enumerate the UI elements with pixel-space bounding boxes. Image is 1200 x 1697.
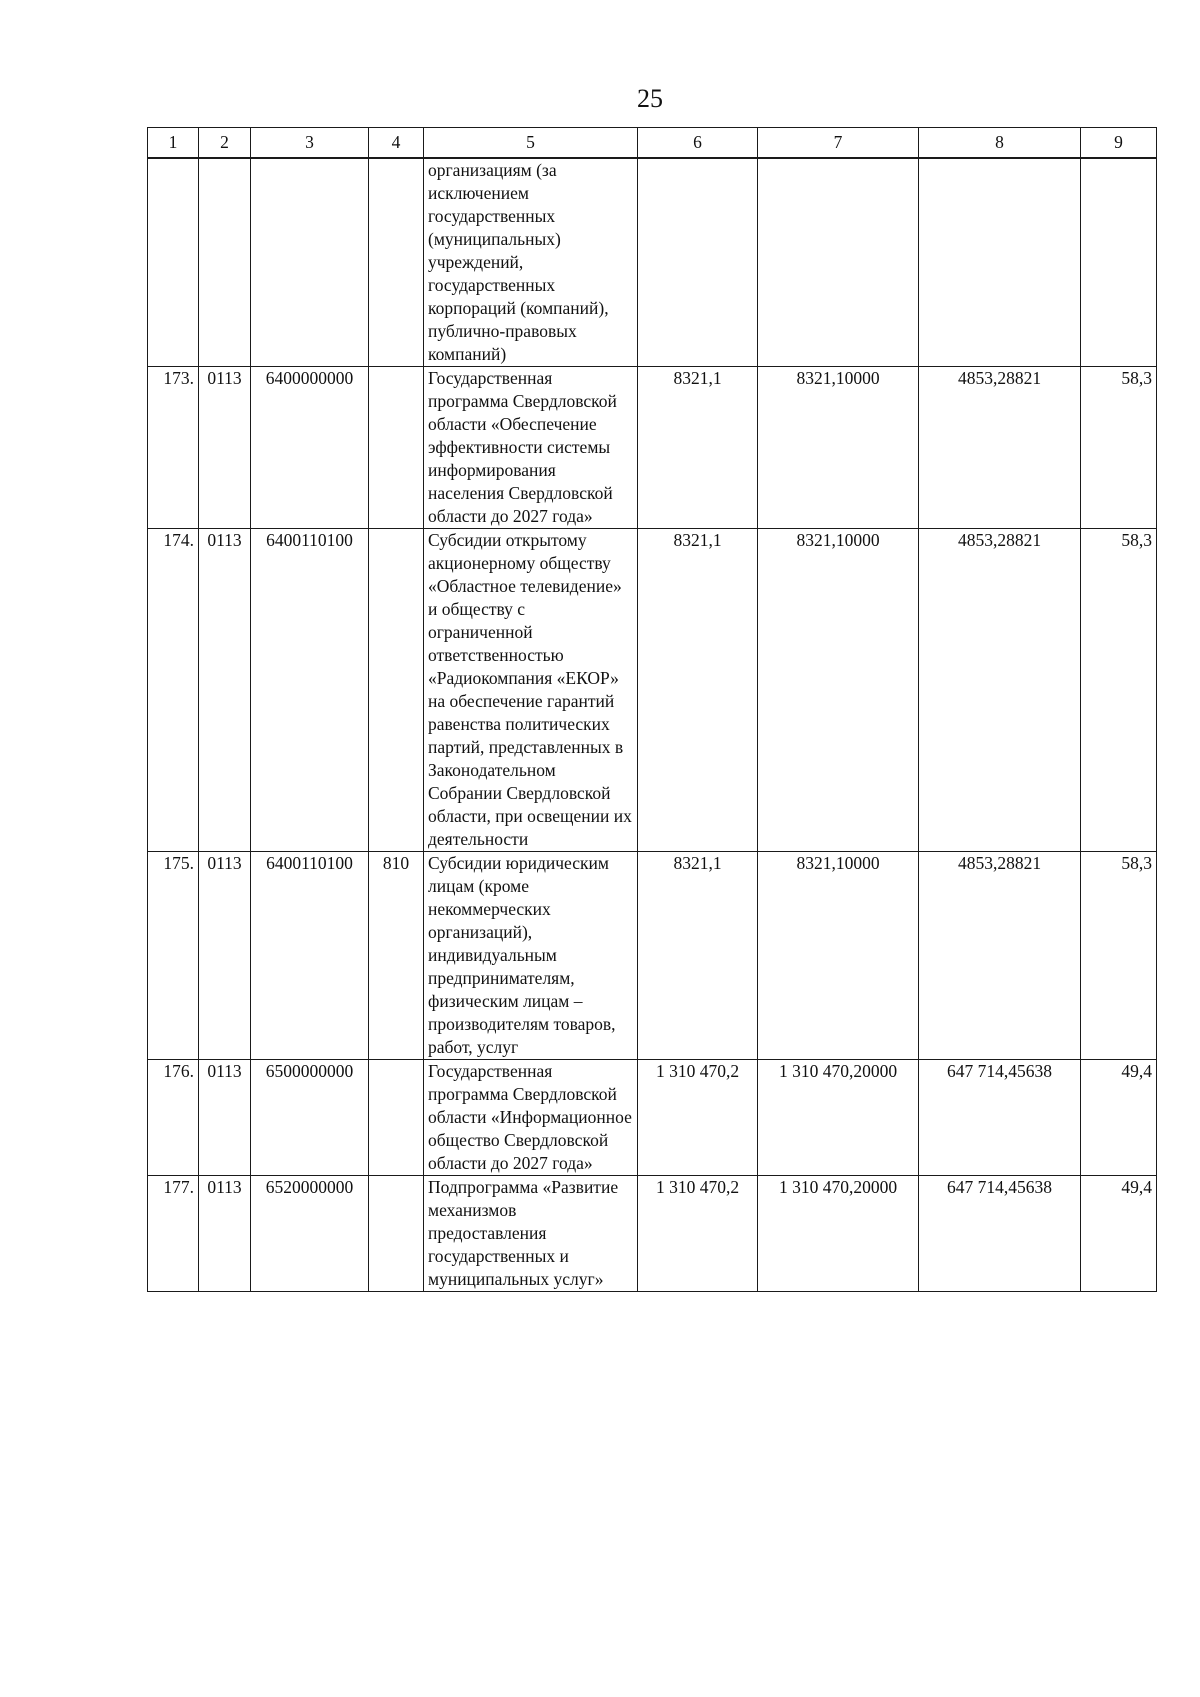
row-number: 177. xyxy=(148,1176,199,1292)
expense-type-code xyxy=(369,1176,424,1292)
value-col-8: 4853,28821 xyxy=(919,529,1081,852)
item-name: Субсидии юридическим лицам (кроме некоммерческих организаций), индивидуальным предпринимателям, физическим лицам – производителям товаров, работ, услуг xyxy=(424,852,638,1060)
section-code: 0113 xyxy=(199,367,251,529)
target-article-code: 6400000000 xyxy=(251,367,369,529)
value-col-8: 647 714,45638 xyxy=(919,1176,1081,1292)
header-col-8: 8 xyxy=(919,128,1081,159)
expense-type-code xyxy=(369,367,424,529)
value-col-6: 1 310 470,2 xyxy=(638,1176,758,1292)
table-row xyxy=(148,1176,1157,1292)
value-col-8: 4853,28821 xyxy=(919,367,1081,529)
page-number: 25 xyxy=(637,84,663,113)
row-number: 175. xyxy=(148,852,199,1060)
percent-col-9: 49,4 xyxy=(1081,1060,1157,1176)
value-col-6: 1 310 470,2 xyxy=(638,1060,758,1176)
percent-col-9: 49,4 xyxy=(1081,1176,1157,1292)
table-header-row xyxy=(148,128,1157,159)
value-col-6 xyxy=(638,158,758,367)
value-col-8 xyxy=(919,158,1081,367)
target-article-code: 6400110100 xyxy=(251,852,369,1060)
table-row xyxy=(148,529,1157,852)
table-row xyxy=(148,367,1157,529)
section-code: 0113 xyxy=(199,1176,251,1292)
section-code: 0113 xyxy=(199,529,251,852)
value-col-8: 4853,28821 xyxy=(919,852,1081,1060)
value-col-7: 8321,10000 xyxy=(758,367,919,529)
item-name: Государственная программа Свердловской области «Информационное общество Свердловской области до 2027 года» xyxy=(424,1060,638,1176)
expense-type-code: 810 xyxy=(369,852,424,1060)
percent-col-9: 58,3 xyxy=(1081,367,1157,529)
value-col-6: 8321,1 xyxy=(638,852,758,1060)
percent-col-9 xyxy=(1081,158,1157,367)
value-col-7: 8321,10000 xyxy=(758,529,919,852)
header-col-5: 5 xyxy=(424,128,638,159)
header-col-1: 1 xyxy=(148,128,199,159)
percent-col-9: 58,3 xyxy=(1081,529,1157,852)
expense-type-code xyxy=(369,1060,424,1176)
item-name: Субсидии открытому акционерному обществу «Областное телевидение» и обществу с ограниченной ответственностью «Радиокомпания «ЕКОР» на обеспечение гарантий равенства политических партий, представленных в Законодательном Собрании Свердловской области, при освещении их деятельности xyxy=(424,529,638,852)
table-row xyxy=(148,1060,1157,1176)
row-number: 176. xyxy=(148,1060,199,1176)
header-col-7: 7 xyxy=(758,128,919,159)
table-row xyxy=(148,158,1157,367)
header-col-2: 2 xyxy=(199,128,251,159)
value-col-6: 8321,1 xyxy=(638,529,758,852)
section-code: 0113 xyxy=(199,1060,251,1176)
expense-type-code xyxy=(369,529,424,852)
value-col-6: 8321,1 xyxy=(638,367,758,529)
header-col-9: 9 xyxy=(1081,128,1157,159)
target-article-code: 6500000000 xyxy=(251,1060,369,1176)
value-col-7: 8321,10000 xyxy=(758,852,919,1060)
target-article-code xyxy=(251,158,369,367)
section-code xyxy=(199,158,251,367)
header-col-3: 3 xyxy=(251,128,369,159)
row-number: 173. xyxy=(148,367,199,529)
value-col-7: 1 310 470,20000 xyxy=(758,1176,919,1292)
target-article-code: 6400110100 xyxy=(251,529,369,852)
table-row xyxy=(148,852,1157,1060)
percent-col-9: 58,3 xyxy=(1081,852,1157,1060)
section-code: 0113 xyxy=(199,852,251,1060)
item-name: Государственная программа Свердловской области «Обеспечение эффективности системы информирования населения Свердловской области до 2027 года» xyxy=(424,367,638,529)
item-name: Подпрограмма «Развитие механизмов предоставления государственных и муниципальных услуг» xyxy=(424,1176,638,1292)
row-number xyxy=(148,158,199,367)
value-col-8: 647 714,45638 xyxy=(919,1060,1081,1176)
header-col-6: 6 xyxy=(638,128,758,159)
value-col-7: 1 310 470,20000 xyxy=(758,1060,919,1176)
target-article-code: 6520000000 xyxy=(251,1176,369,1292)
header-col-4: 4 xyxy=(369,128,424,159)
row-number: 174. xyxy=(148,529,199,852)
value-col-7 xyxy=(758,158,919,367)
expense-type-code xyxy=(369,158,424,367)
item-name: организациям (за исключением государственных (муниципальных) учреждений, государственных корпораций (компаний), публично-правовых компаний) xyxy=(424,158,638,367)
budget-table xyxy=(147,127,1157,1292)
